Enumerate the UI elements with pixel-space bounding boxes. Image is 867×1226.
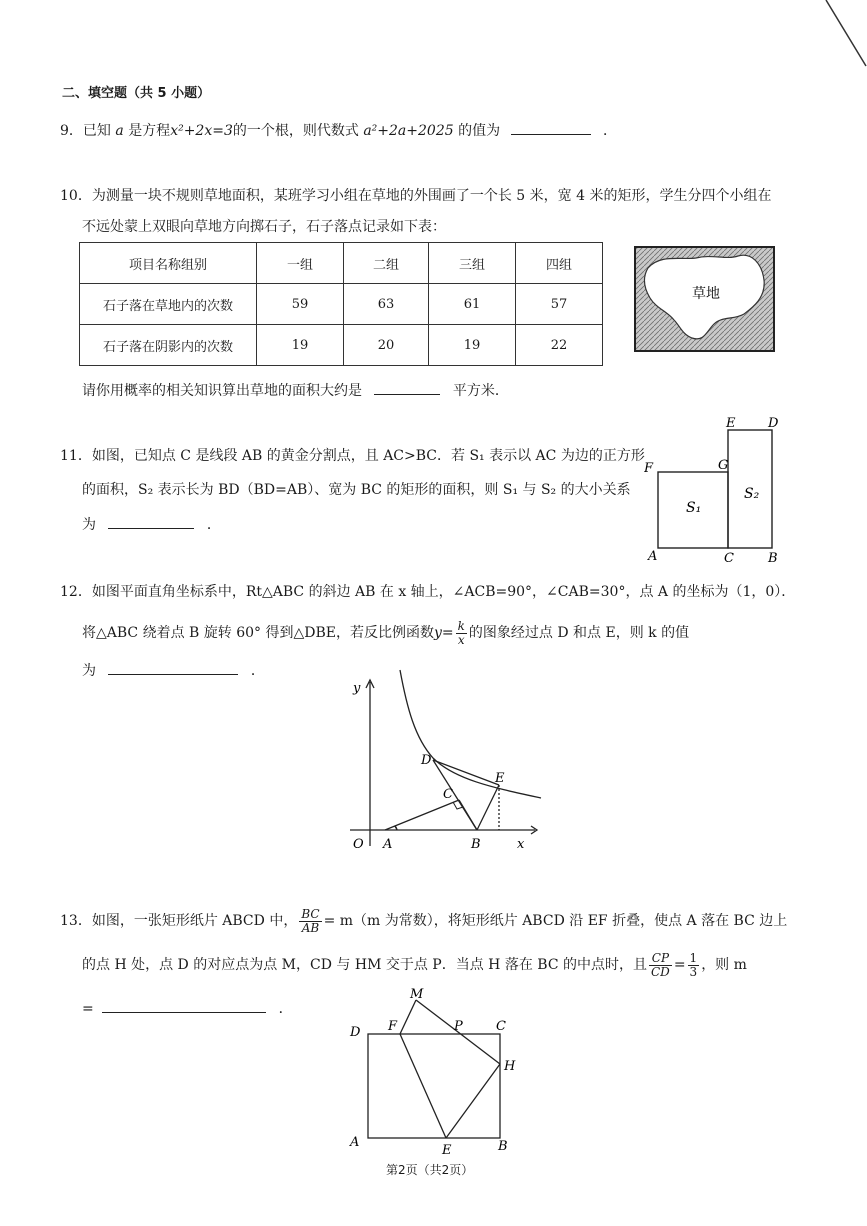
q10-answer-blank[interactable] — [374, 380, 440, 395]
q12-end: ． — [250, 663, 265, 679]
q11-end: ． — [206, 517, 221, 533]
q12-func-denominator: x — [457, 632, 465, 647]
q11-line-3 — [82, 514, 221, 535]
q9-text-d: 的值为 — [458, 123, 501, 139]
q12-text-3: 为 — [82, 663, 96, 679]
table-row — [80, 243, 603, 284]
segment-ac — [385, 800, 459, 830]
table-cell: 石子落在阴影内的次数 — [80, 325, 257, 366]
label-a: A — [383, 837, 393, 852]
q12-line-1 — [60, 582, 795, 602]
q9-text-c: 的一个根，则代数式 — [232, 123, 359, 139]
q13-frac3-denominator: 3 — [689, 964, 698, 979]
label-a: A — [648, 549, 658, 564]
q9-var-a: a — [115, 123, 124, 139]
q13-fraction-cp-cd — [649, 952, 672, 979]
fold-line-ef — [400, 1034, 446, 1138]
q10-answer-text-b: 平方米． — [452, 383, 509, 399]
q9-end: ． — [603, 123, 617, 139]
q9-equation: x²+2x=3 — [170, 123, 233, 139]
label-g: G — [718, 458, 729, 473]
q12-text-2a: 将△ABC 绕着点 B 旋转 60° 得到△DBE，若反比例函数 — [82, 625, 434, 641]
label-o: O — [353, 837, 364, 852]
label-s2: S₂ — [744, 486, 760, 502]
q9-expression: a²+2a+2025 — [363, 123, 454, 139]
table-cell: 63 — [344, 284, 429, 325]
q13-frac1-numerator: BC — [301, 906, 320, 921]
q9-text-b: 是方程 — [128, 123, 171, 139]
grass-label: 草地 — [692, 286, 720, 302]
table-header-cell: 四组 — [516, 243, 603, 284]
segment-eb — [477, 785, 499, 830]
q12-text-1: 如图平面直角坐标系中，Rt△ABC 的斜边 AB 在 x 轴上，∠ACB=90°，∠CAB=30°，点 A 的坐标为（1，0）． — [91, 584, 796, 600]
label-c: C — [496, 1019, 506, 1034]
q9-number: 9． — [60, 123, 83, 139]
q13-number: 13． — [60, 913, 92, 929]
table-cell: 22 — [516, 325, 603, 366]
q13-frac2-numerator: CP — [649, 952, 672, 966]
label-f: F — [644, 461, 654, 476]
q13-line-3 — [82, 998, 293, 1019]
label-m: M — [410, 987, 424, 1002]
label-e: E — [495, 771, 505, 786]
q10-line-1 — [60, 186, 771, 206]
q10-answer-text-a: 请你用概率的相关知识算出草地的面积大约是 — [82, 383, 362, 399]
hyperbola-curve — [400, 670, 541, 798]
section-title: 二、填空题（共 5 小题） — [62, 86, 211, 101]
table-row — [80, 325, 603, 366]
q12-text-2b: 的图象经过点 D 和点 E，则 k 的值 — [468, 625, 690, 641]
q13-line-2 — [82, 948, 747, 982]
label-c: C — [724, 551, 734, 564]
q12-line-2 — [82, 618, 689, 648]
label-x: x — [517, 837, 525, 852]
q13-text-1b: = m（m 为常数），将矩形纸片 ABCD 沿 EF 折叠，使点 A 落在 BC 边上 — [323, 913, 788, 929]
q13-frac2-denominator: CD — [651, 964, 670, 979]
q13-frac3-numerator: 1 — [689, 950, 698, 965]
table-header-cell: 二组 — [344, 243, 429, 284]
q9-answer-blank[interactable] — [511, 120, 591, 135]
q13-fraction-bc-ab — [299, 908, 321, 935]
q13-answer-blank[interactable] — [102, 998, 266, 1013]
label-e: E — [442, 1143, 452, 1156]
folding-figure — [346, 984, 522, 1156]
stone-record-table — [79, 242, 603, 366]
label-b: B — [498, 1139, 508, 1154]
q13-line-1 — [60, 904, 787, 938]
segment-db — [433, 760, 477, 830]
label-a: A — [350, 1135, 360, 1150]
q10-line-2: 不远处蒙上双眼向草地方向掷石子，石子落点记录如下表： — [82, 219, 446, 235]
label-d: D — [768, 416, 779, 431]
table-cell: 19 — [257, 325, 344, 366]
table-cell: 20 — [344, 325, 429, 366]
q11-number: 11． — [60, 448, 92, 464]
label-c: C — [443, 787, 453, 802]
scan-edge-mark — [820, 0, 867, 70]
label-f: F — [388, 1019, 398, 1034]
q12-line-3 — [82, 660, 265, 681]
q13-frac2-equals: = — [673, 957, 686, 973]
coordinate-figure — [345, 668, 550, 854]
grass-figure — [634, 246, 776, 354]
table-cell: 59 — [257, 284, 344, 325]
segment-eh — [446, 1064, 500, 1138]
q13-fraction-one-third — [688, 952, 700, 979]
table-header-cell: 项目名称组别 — [80, 243, 257, 284]
segment-fm — [400, 1000, 416, 1034]
q13-text-3: = — [82, 1001, 94, 1017]
label-b: B — [471, 837, 481, 852]
segment-de — [433, 760, 499, 785]
label-e: E — [726, 416, 736, 431]
table-cell: 57 — [516, 284, 603, 325]
table-cell: 石子落在草地内的次数 — [80, 284, 257, 325]
q10-number: 10． — [60, 188, 92, 204]
q12-func-fraction — [456, 620, 467, 647]
label-d: D — [350, 1025, 361, 1040]
q11-answer-blank[interactable] — [108, 514, 194, 529]
q12-answer-blank[interactable] — [108, 660, 238, 675]
golden-section-figure — [644, 412, 784, 564]
q13-frac1-denominator: AB — [301, 920, 320, 935]
q12-func-numerator: k — [457, 618, 465, 633]
question-9 — [60, 120, 617, 141]
q13-text-1a: 如图，一张矩形纸片 ABCD 中， — [91, 913, 298, 929]
q12-func-y: y= — [434, 625, 454, 641]
label-h: H — [504, 1059, 516, 1074]
label-y: y — [353, 681, 361, 696]
q13-end: ． — [278, 1001, 293, 1017]
table-cell: 61 — [429, 284, 516, 325]
q13-text-2a: 的点 H 处，点 D 的对应点为点 M，CD 与 HM 交于点 P．当点 H 落在 BC 的中点时，且 — [82, 957, 647, 973]
q11-text-1: 如图，已知点 C 是线段 AB 的黄金分割点，且 AC>BC．若 S₁ 表示以 AC 为边的正方形 — [91, 448, 645, 464]
table-row — [80, 284, 603, 325]
q11-text-3: 为 — [82, 517, 96, 533]
q12-number: 12． — [60, 584, 92, 600]
page-footer: 第2页（共2页） — [386, 1163, 474, 1177]
q10-answer-line — [82, 380, 509, 401]
label-s1: S₁ — [686, 500, 702, 516]
q10-text-1: 为测量一块不规则草地面积，某班学习小组在草地的外围画了一个长 5 米，宽 4 米的矩形，学生分四个小组在 — [91, 188, 772, 204]
label-p: P — [454, 1019, 463, 1034]
q11-line-2: 的面积，S₂ 表示长为 BD（BD=AB）、宽为 BC 的矩形的面积，则 S₁ 与 S₂ 的大小关系 — [82, 482, 631, 498]
table-header-cell: 一组 — [257, 243, 344, 284]
table-cell: 19 — [429, 325, 516, 366]
label-b: B — [768, 551, 778, 564]
table-header-cell: 三组 — [429, 243, 516, 284]
q11-line-1 — [60, 446, 645, 466]
label-d: D — [421, 753, 432, 768]
q13-text-2b: ，则 m — [701, 957, 747, 973]
q9-text-a: 已知 — [82, 123, 111, 139]
